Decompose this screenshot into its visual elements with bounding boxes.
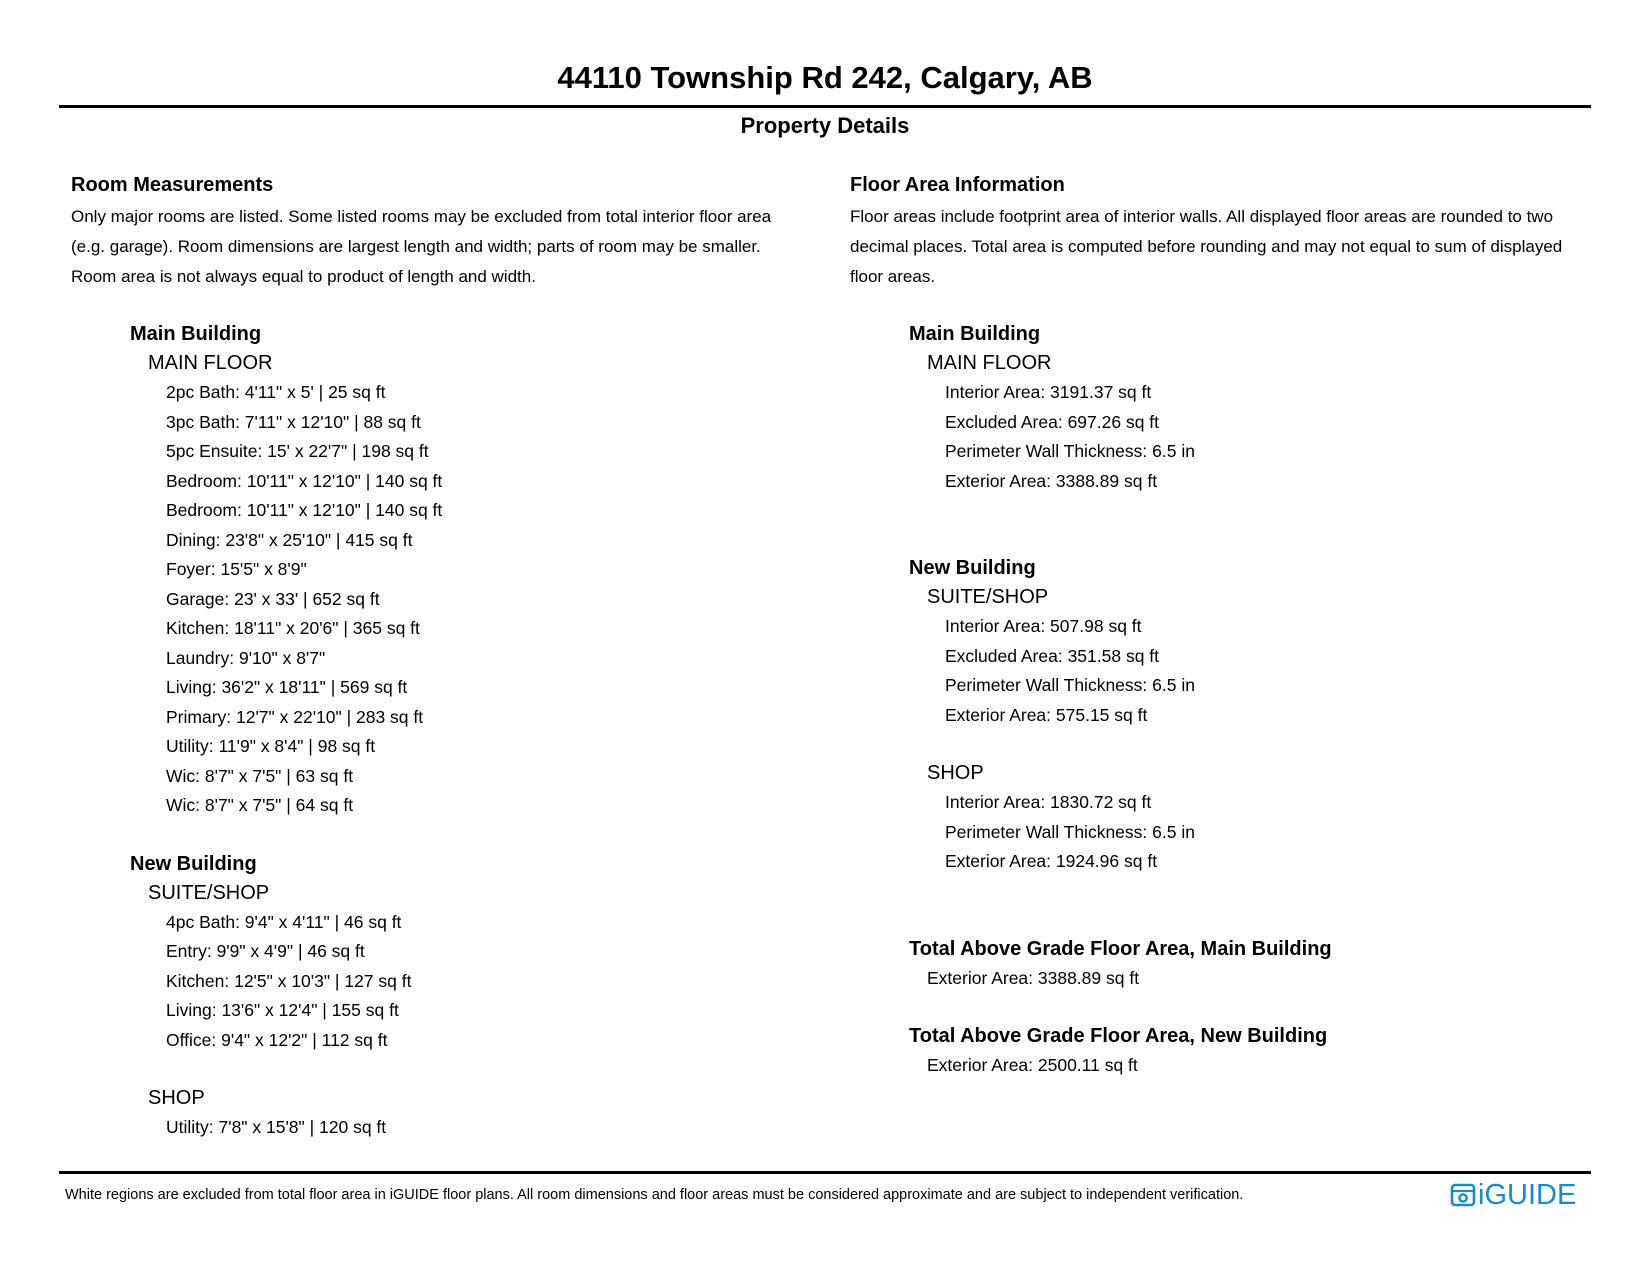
room-measurements-description (71, 202, 811, 292)
floor-name: SUITE/SHOP (927, 586, 1049, 608)
floor-name: MAIN FLOOR (148, 352, 273, 374)
room-item: Dining: 23'8" x 25'10" | 415 sq ft (166, 529, 413, 550)
description-line: (e.g. garage). Room dimensions are largest length and width; parts of room may be smaller. (71, 237, 761, 256)
area-item: Perimeter Wall Thickness: 6.5 in (945, 441, 1195, 461)
iguide-logo (1450, 1180, 1576, 1210)
description-line: Floor areas include footprint area of interior walls. All displayed floor areas are rounded to two (850, 207, 1554, 226)
room-item: Kitchen: 12'5" x 10'3" | 127 sq ft (166, 970, 412, 991)
room-item: 5pc Ensuite: 15' x 22'7" | 198 sq ft (166, 441, 429, 461)
total-value: Exterior Area: 3388.89 sq ft (927, 967, 1140, 988)
room-item: Utility: 7'8" x 15'8" | 120 sq ft (166, 1117, 387, 1137)
total-value: Exterior Area: 2500.11 sq ft (927, 1054, 1138, 1075)
area-item: Exterior Area: 575.15 sq ft (945, 704, 1148, 725)
room-item: Garage: 23' x 33' | 652 sq ft (166, 588, 380, 609)
room-tree (71, 320, 811, 1143)
room-measurements-heading: Room Measurements (71, 174, 274, 196)
page-title: 44110 Township Rd 242, Calgary, AB (557, 60, 1093, 95)
total-heading: Total Above Grade Floor Area, Main Building (909, 937, 1332, 960)
room-item: 2pc Bath: 4'11" x 5' | 25 sq ft (166, 382, 386, 402)
room-measurements-section (71, 172, 811, 1143)
room-item: Wic: 8'7" x 7'5" | 63 sq ft (166, 765, 354, 786)
room-item: Wic: 8'7" x 7'5" | 64 sq ft (166, 795, 354, 815)
footer-divider (59, 1171, 1591, 1174)
description-line: decimal places. Total area is computed before rounding and may not equal to sum of displayed (850, 237, 1563, 256)
building-name: New Building (909, 557, 1036, 579)
description-line: Only major rooms are listed. Some listed rooms may be excluded from total interior floor area (71, 207, 772, 226)
floor-area-section (850, 172, 1610, 1080)
room-item: Foyer: 15'5" x 8'9" (166, 559, 307, 579)
area-item: Perimeter Wall Thickness: 6.5 in (945, 821, 1195, 842)
floor-area-tree (850, 320, 1610, 1080)
description-line: floor areas. (850, 267, 936, 286)
header-divider (59, 105, 1591, 108)
room-item: Living: 36'2" x 18'11" | 569 sq ft (166, 677, 408, 697)
room-item: 3pc Bath: 7'11" x 12'10" | 88 sq ft (166, 411, 421, 432)
description-line: Room area is not always equal to product of length and width. (71, 267, 536, 286)
logo-text: iGUIDE (1478, 1179, 1577, 1211)
floor-area-heading: Floor Area Information (850, 174, 1065, 196)
area-item: Excluded Area: 697.26 sq ft (945, 411, 1160, 432)
room-item: Office: 9'4" x 12'2" | 112 sq ft (166, 1029, 388, 1050)
room-item: Kitchen: 18'11" x 20'6" | 365 sq ft (166, 618, 420, 638)
camera-box-icon (1450, 1183, 1476, 1207)
floor-name: MAIN FLOOR (927, 352, 1052, 374)
floor-name: SHOP (927, 762, 984, 784)
area-item: Exterior Area: 3388.89 sq ft (945, 470, 1158, 491)
area-item: Excluded Area: 351.58 sq ft (945, 645, 1160, 666)
area-item: Exterior Area: 1924.96 sq ft (945, 851, 1158, 871)
room-item: Primary: 12'7" x 22'10" | 283 sq ft (166, 706, 424, 727)
floor-name: SUITE/SHOP (148, 881, 270, 904)
building-name: Main Building (130, 323, 262, 345)
room-item: Laundry: 9'10" x 8'7" (166, 647, 326, 668)
area-item: Interior Area: 1830.72 sq ft (945, 792, 1152, 812)
room-item: 4pc Bath: 9'4" x 4'11" | 46 sq ft (166, 911, 402, 932)
total-heading: Total Above Grade Floor Area, New Building (909, 1024, 1328, 1047)
building-name: New Building (130, 852, 257, 875)
room-item: Bedroom: 10'11" x 12'10" | 140 sq ft (166, 470, 443, 491)
floor-name: SHOP (148, 1087, 205, 1109)
room-item: Bedroom: 10'11" x 12'10" | 140 sq ft (166, 500, 443, 520)
building-name: Main Building (909, 323, 1041, 345)
page-subtitle: Property Details (740, 113, 910, 138)
room-item: Living: 13'6" x 12'4" | 155 sq ft (166, 1000, 399, 1020)
footer-disclaimer: White regions are excluded from total floor area in iGUIDE floor plans. All room dimensions and floor areas must be considered approximate and are subject to independent verification. (65, 1187, 1244, 1203)
area-item: Interior Area: 3191.37 sq ft (945, 382, 1152, 402)
area-item: Interior Area: 507.98 sq ft (945, 616, 1142, 636)
room-item: Entry: 9'9" x 4'9" | 46 sq ft (166, 941, 365, 961)
area-item: Perimeter Wall Thickness: 6.5 in (945, 675, 1195, 695)
room-item: Utility: 11'9" x 8'4" | 98 sq ft (166, 736, 376, 756)
floor-area-description (850, 202, 1610, 292)
